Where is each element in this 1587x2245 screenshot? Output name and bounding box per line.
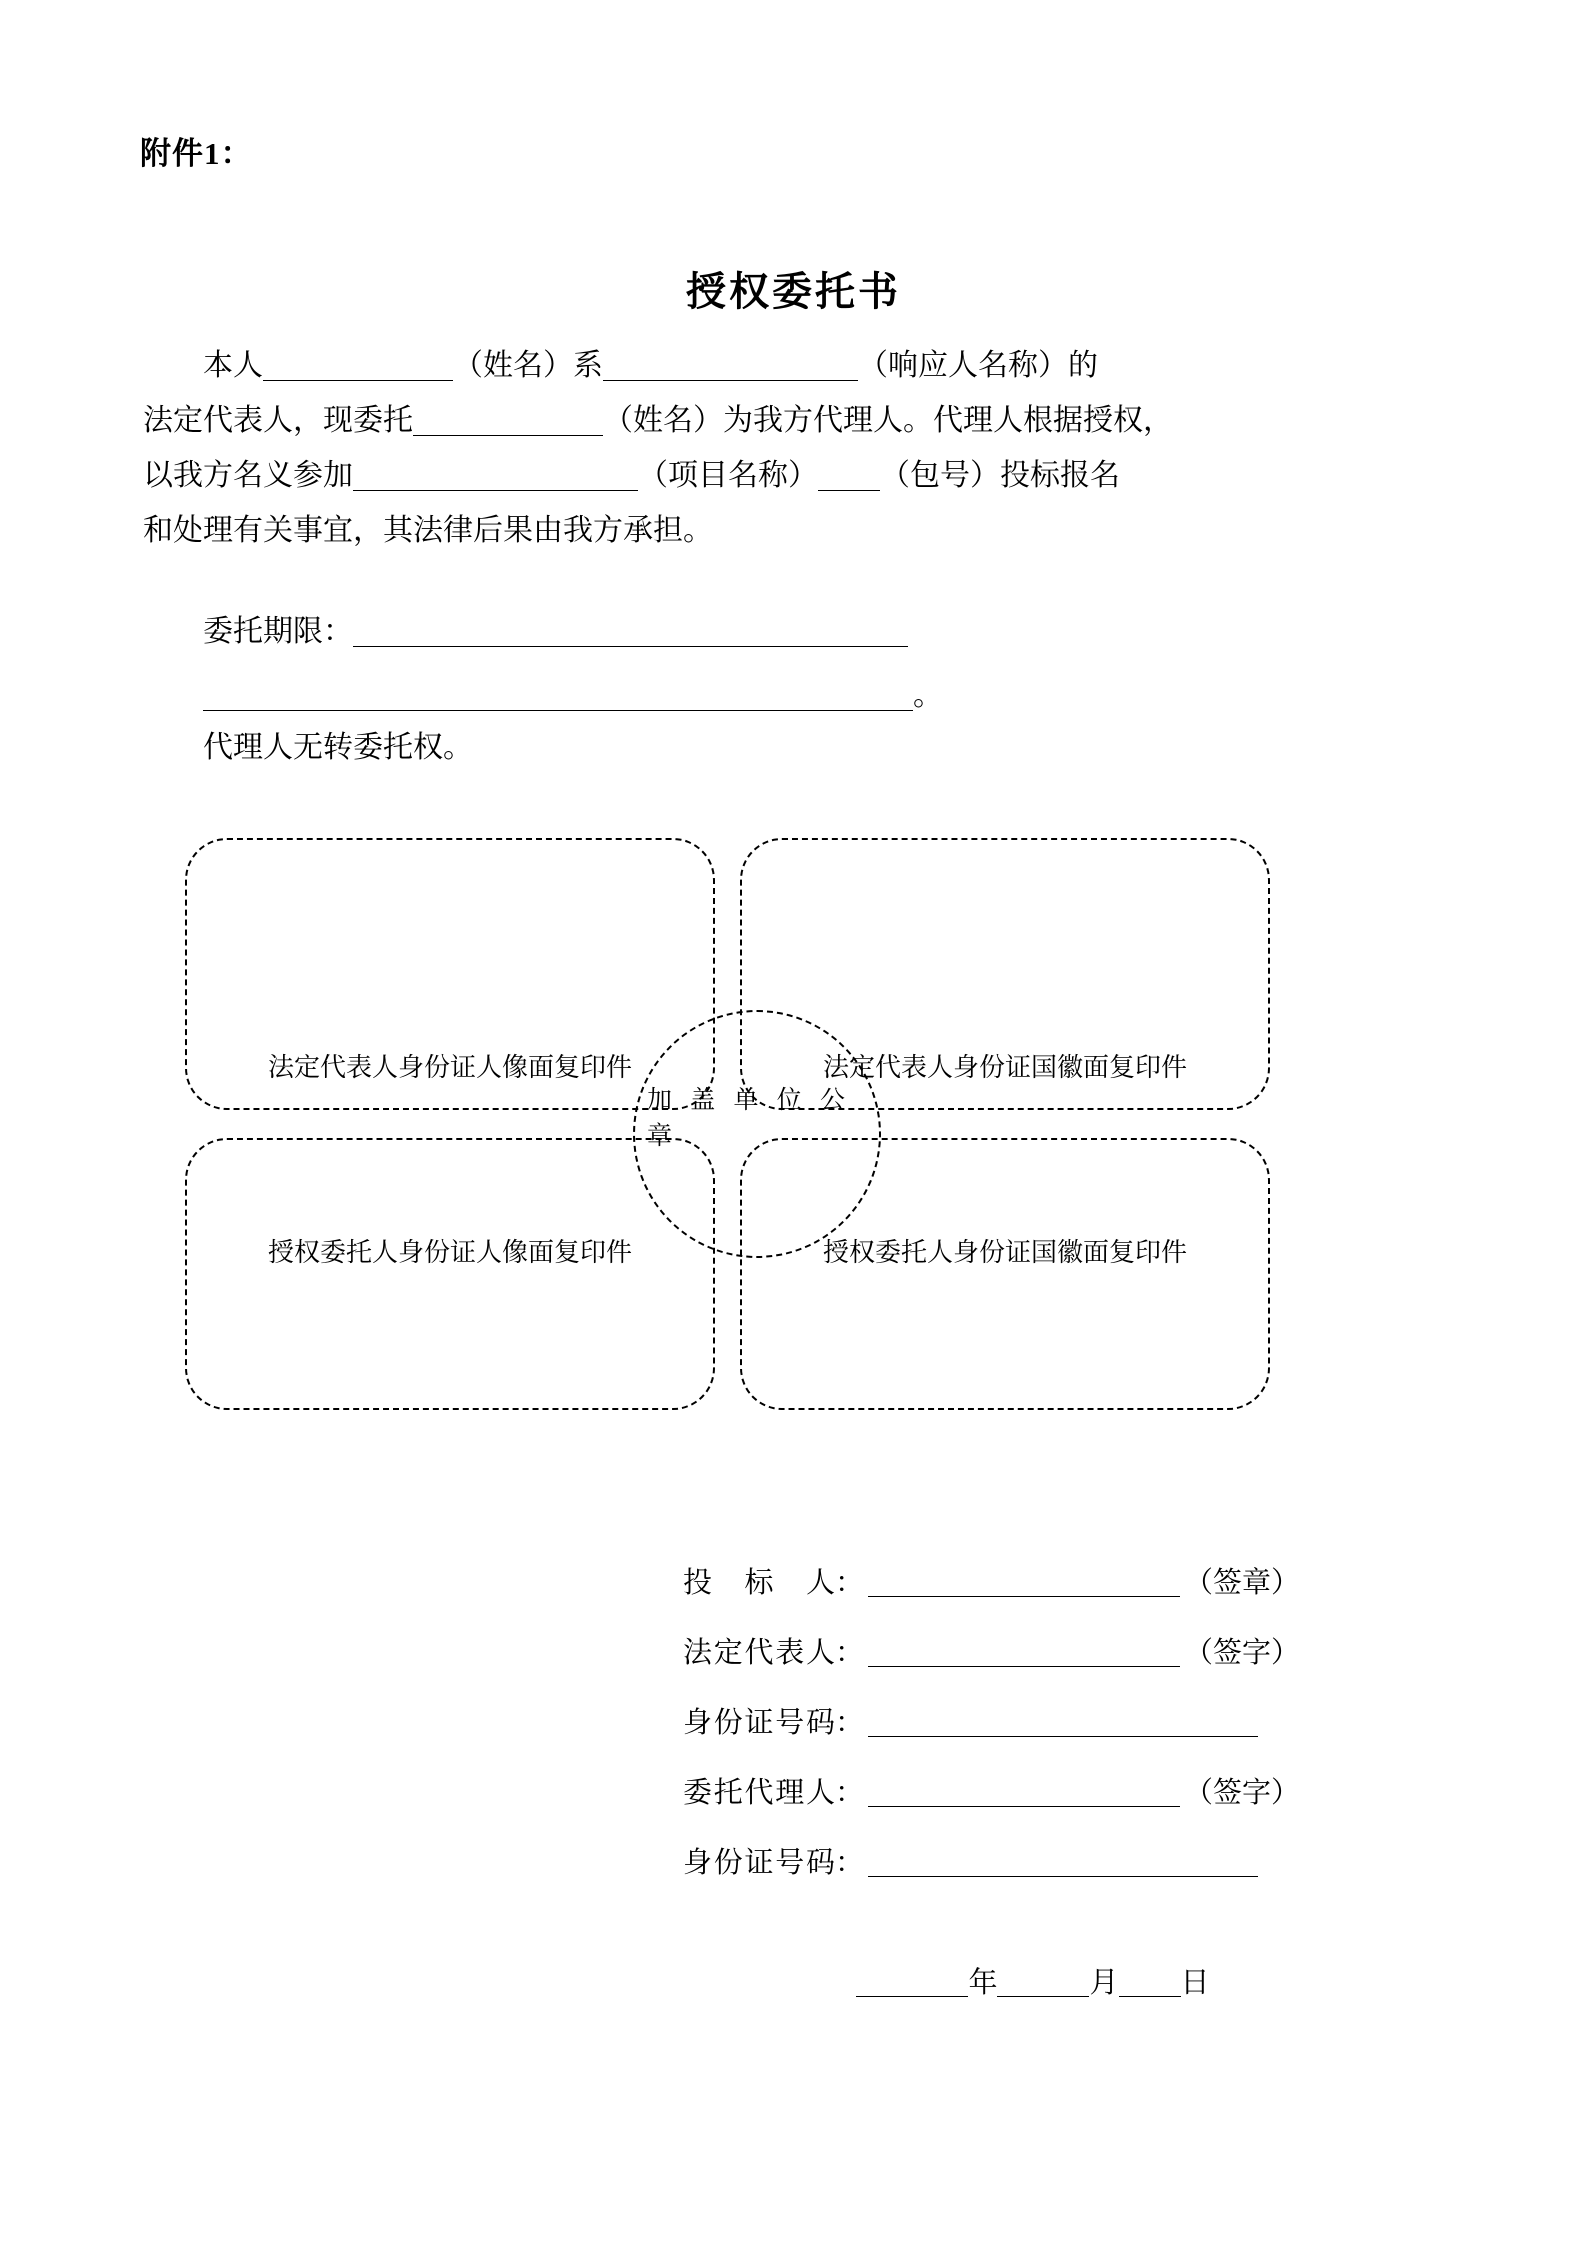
date-year-blank[interactable] bbox=[856, 1968, 968, 1997]
line2-lead: 法定代表人，现委托 bbox=[143, 404, 413, 437]
signature-colon: ： bbox=[835, 1567, 865, 1599]
id-copy-box-agent-portrait[interactable] bbox=[185, 1138, 715, 1410]
agent-name-blank[interactable] bbox=[413, 405, 603, 436]
legal-rep-signature-blank[interactable] bbox=[868, 1638, 1180, 1667]
project-name-blank[interactable] bbox=[353, 460, 638, 491]
id-copy-label: 法定代表人身份证人像面复印件 bbox=[267, 1053, 632, 1082]
attachment-label: 附件1： bbox=[140, 136, 253, 171]
signature-label: 身份证号码 bbox=[683, 1707, 835, 1739]
line1-after-name: （姓名）系 bbox=[453, 349, 603, 382]
bidder-signature-blank[interactable] bbox=[868, 1568, 1180, 1597]
signature-colon: ： bbox=[835, 1637, 865, 1669]
line3-after-package: （包号）投标报名 bbox=[880, 459, 1120, 492]
date-day-label: 日 bbox=[1180, 1967, 1210, 1999]
line3-lead: 以我方名义参加 bbox=[143, 459, 353, 492]
line3-after-project: （项目名称） bbox=[638, 459, 818, 492]
signature-colon: ： bbox=[835, 1707, 865, 1739]
signature-label: 投标人 bbox=[683, 1567, 835, 1599]
delegation-term-end-mark: 。 bbox=[913, 679, 943, 712]
page-title: 授权委托书 bbox=[686, 269, 901, 314]
date-month-blank[interactable] bbox=[997, 1968, 1089, 1997]
line2-after-name: （姓名）为我方代理人。代理人根据授权， bbox=[603, 404, 1173, 437]
signature-suffix: （签字） bbox=[1184, 1637, 1301, 1669]
body-line-3 bbox=[143, 448, 1443, 503]
signature-suffix: （签字） bbox=[1184, 1777, 1301, 1809]
body-line-4: 和处理有关事宜，其法律后果由我方承担。 bbox=[143, 514, 713, 547]
legal-rep-id-number-blank[interactable] bbox=[868, 1708, 1258, 1737]
id-copy-label: 授权委托人身份证国徽面复印件 bbox=[822, 1238, 1187, 1267]
company-seal-label-line-2: 章 bbox=[647, 1123, 679, 1150]
delegation-term-blank-2[interactable] bbox=[203, 680, 913, 711]
respondent-name-blank[interactable] bbox=[603, 350, 858, 381]
date-year-label: 年 bbox=[968, 1967, 998, 1999]
body-line-2 bbox=[143, 393, 1443, 448]
id-copy-label: 法定代表人身份证国徽面复印件 bbox=[822, 1053, 1187, 1082]
delegation-term-blank-1[interactable] bbox=[353, 616, 908, 647]
signature-suffix: （签章） bbox=[1184, 1567, 1301, 1599]
signature-label: 委托代理人 bbox=[683, 1777, 835, 1809]
company-seal-label-line-1: 加 盖 单 位 公 bbox=[647, 1087, 852, 1114]
legal-rep-name-blank[interactable] bbox=[263, 350, 453, 381]
delegation-term-label: 委托期限： bbox=[203, 615, 353, 648]
signature-label: 法定代表人 bbox=[683, 1637, 835, 1669]
line1-lead: 本人 bbox=[203, 349, 263, 382]
signature-row-agent bbox=[683, 1758, 1383, 1828]
signature-row-bidder bbox=[683, 1548, 1383, 1618]
body-line-1 bbox=[143, 338, 1443, 393]
no-sub-delegation-note bbox=[143, 722, 473, 766]
signature-row-legal-rep-id bbox=[683, 1688, 1383, 1758]
signature-row-legal-rep bbox=[683, 1618, 1383, 1688]
no-sub-delegation-text: 代理人无转委托权。 bbox=[203, 731, 473, 764]
company-seal-label bbox=[625, 1083, 895, 1155]
id-copy-box-legal-rep-portrait[interactable] bbox=[185, 838, 715, 1110]
delegation-term-block bbox=[143, 600, 1443, 728]
agent-id-number-blank[interactable] bbox=[868, 1848, 1258, 1877]
agent-signature-blank[interactable] bbox=[868, 1778, 1180, 1807]
delegation-term-row-1 bbox=[143, 600, 1443, 664]
line1-after-resp: （响应人名称）的 bbox=[858, 349, 1098, 382]
date-day-blank[interactable] bbox=[1119, 1968, 1181, 1997]
date-line bbox=[683, 1960, 1383, 2001]
signature-colon: ： bbox=[835, 1847, 865, 1879]
signature-label: 身份证号码 bbox=[683, 1847, 835, 1879]
signature-colon: ： bbox=[835, 1777, 865, 1809]
delegation-term-row-2 bbox=[143, 664, 1443, 728]
date-month-label: 月 bbox=[1089, 1967, 1119, 1999]
package-number-blank[interactable] bbox=[818, 460, 880, 491]
signature-block bbox=[683, 1548, 1383, 1898]
id-copy-label: 授权委托人身份证人像面复印件 bbox=[267, 1238, 632, 1267]
body-paragraph bbox=[143, 338, 1443, 558]
id-copy-grid bbox=[185, 838, 1270, 1413]
signature-row-agent-id bbox=[683, 1828, 1383, 1898]
